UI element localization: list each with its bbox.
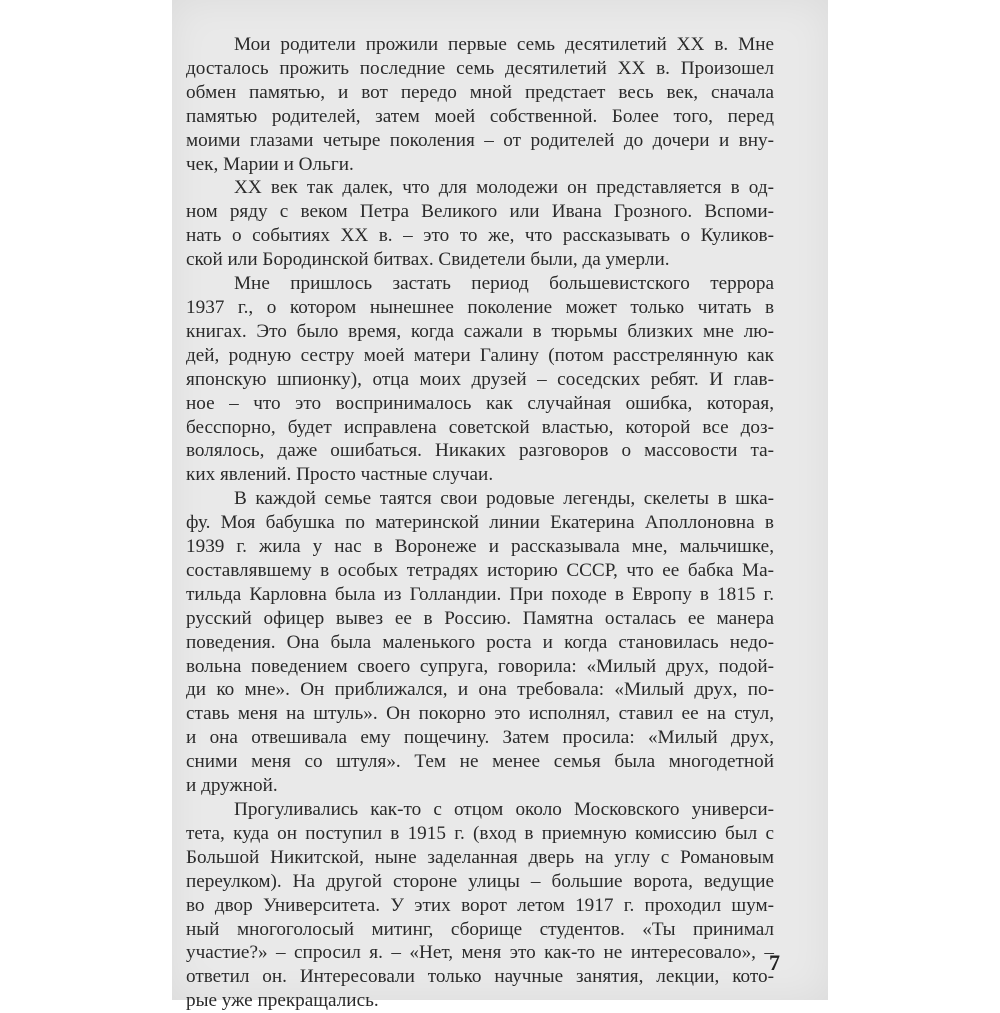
text-line: рые уже прекращались. (186, 990, 379, 1012)
text-line: Большой Никитской, ныне заделанная дверь на углу с Романовым (186, 846, 774, 868)
text-line: ди ко мне». Он приближался, и она требовала: «Милый друх, по- (186, 679, 774, 701)
text-line: и она отвешивала ему пощечину. Затем просила: «Милый друх, (186, 727, 774, 749)
text-line: В каждой семье таятся свои родовые легенды, скелеты в шка- (234, 488, 774, 510)
text-line: дей, родную сестру моей матери Галину (потом расстрелянную как (186, 344, 774, 366)
text-line: во двор Университета. У этих ворот летом 1917 г. проходил шум- (186, 894, 774, 916)
text-line: XX век так далек, что для молодежи он представляется в од- (234, 177, 774, 199)
text-line: досталось прожить последние семь десятилетий XX в. Произошел (186, 57, 774, 79)
body-text (186, 33, 774, 1013)
text-line: ких явлений. Просто частные случаи. (186, 464, 494, 486)
text-line: русский офицер вывез ее в Россию. Памятна осталась ее манера (186, 607, 774, 629)
page-number: 7 (769, 950, 780, 975)
text-line: Мои родители прожили первые семь десятилетий XX в. Мне (234, 34, 774, 55)
text-line: ное – что это воспринималось как случайная ошибка, которая, (186, 392, 774, 414)
text-line: японскую шпионку), отца моих друзей – соседских ребят. И глав- (186, 368, 774, 390)
text-line: нать о событиях XX в. – это то же, что рассказывать о Куликов- (186, 225, 774, 247)
text-line: бесспорно, будет исправлена советской властью, которой все доз- (186, 416, 774, 438)
text-line: 1937 г., о котором нынешнее поколение может только читать в (186, 296, 774, 318)
text-line: участие?» – спросил я. – «Нет, меня это как-то не интересовало», – (186, 942, 774, 964)
text-line: тета, куда он поступил в 1915 г. (вход в приемную комиссию был с (186, 822, 774, 844)
paragraph (186, 798, 774, 1013)
text-line: ской или Бородинской битвах. Свидетели были, да умерли. (186, 249, 670, 271)
text-line: составлявшему в особых тетрадях историю СССР, что ее бабка Ма- (186, 559, 774, 581)
text-line: ставь меня на штуль». Он покорно это исполнял, ставил ее на стул, (186, 703, 774, 725)
text-line: 1939 г. жила у нас в Воронеже и рассказывала мне, мальчишке, (186, 536, 774, 558)
text-line: Мне пришлось застать период большевистского террора (234, 273, 774, 295)
text-line: переулком). На другой стороне улицы – большие ворота, ведущие (186, 870, 774, 892)
text-line: сними меня со штуля». Тем не менее семья была многодетной (186, 751, 774, 773)
text-line: моими глазами четыре поколения – от родителей до дочери и вну- (186, 129, 774, 151)
text-line: памятью родителей, затем моей собственной. Более того, перед (186, 105, 774, 127)
text-line: волялось, даже ошибаться. Никаких разговоров о массовости та- (186, 440, 774, 462)
text-line: Прогуливались как-то с отцом около Московского универси- (234, 799, 774, 820)
paragraph (186, 33, 774, 176)
text-line: тильда Карловна была из Голландии. При походе в Европу в 1815 г. (186, 583, 774, 605)
text-line: вольна поведением своего супруга, говорила: «Милый друх, подой- (186, 655, 774, 677)
text-line: ный многоголосый митинг, сборище студентов. «Ты принимал (186, 918, 774, 940)
text-line: ответил он. Интересовали только научные занятия, лекции, кото- (186, 966, 774, 988)
paragraph (186, 272, 774, 487)
text-line: чек, Марии и Ольги. (186, 153, 354, 175)
text-line: фу. Моя бабушка по материнской линии Екатерина Аполлоновна в (186, 512, 774, 534)
paragraph (186, 487, 774, 798)
text-line: и дружной. (186, 775, 278, 797)
text-line: ном ряду с веком Петра Великого или Ивана Грозного. Вспоми- (186, 201, 774, 223)
text-line: книгах. Это было время, когда сажали в тюрьмы близких мне лю- (186, 320, 774, 342)
text-line: обмен памятью, и вот передо мной предстает весь век, сначала (186, 81, 774, 103)
paragraph (186, 176, 774, 272)
text-line: поведения. Она была маленького роста и когда становилась недо- (186, 631, 774, 653)
